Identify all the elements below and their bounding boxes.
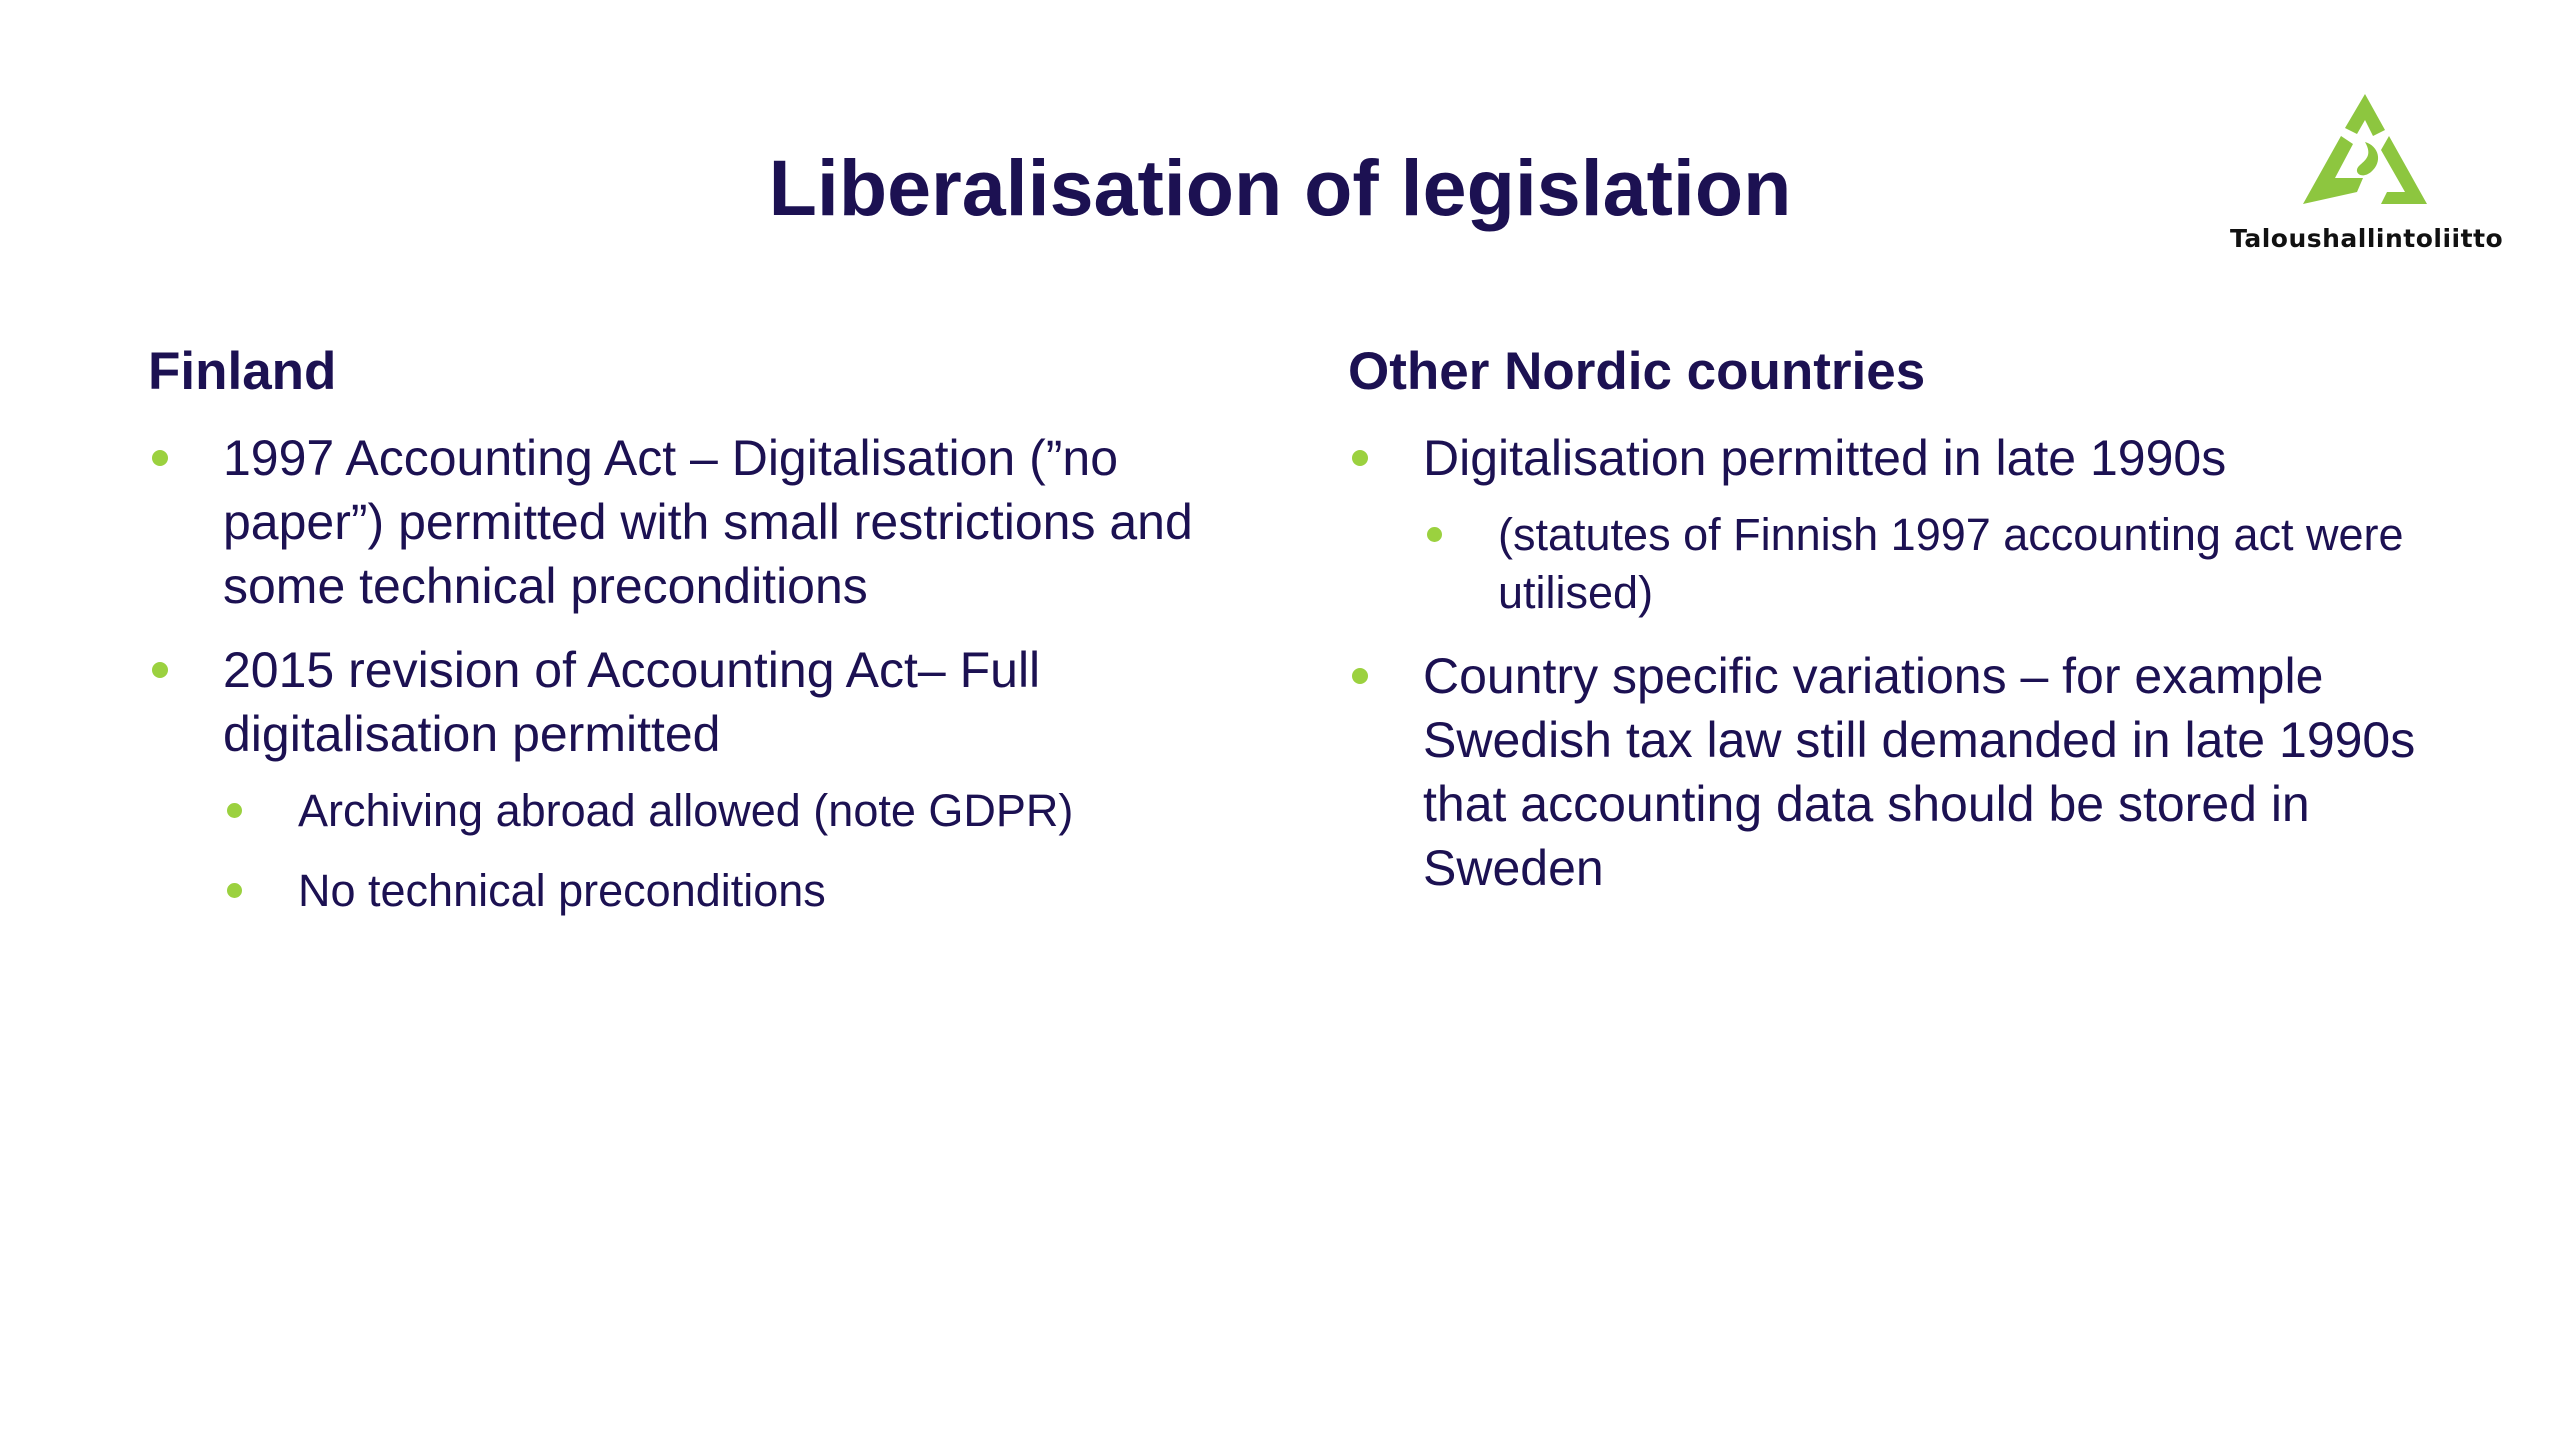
bullet-dot-icon xyxy=(152,450,168,466)
finland-bullet-list xyxy=(148,426,1248,920)
list-item-text: 2015 revision of Accounting Act– Full digitalisation permitted xyxy=(223,642,1041,762)
sub-list-item-text: No technical preconditions xyxy=(298,865,826,916)
finland-column xyxy=(148,340,1248,942)
sub-list-item xyxy=(1423,506,2448,622)
logo-wordmark: Taloushallintoliitto xyxy=(2230,224,2504,253)
sub-list-item xyxy=(223,862,1248,920)
list-item xyxy=(1348,644,2448,900)
nordic-column xyxy=(1348,340,2448,920)
bullet-dot-icon xyxy=(1352,450,1368,466)
bullet-dot-icon xyxy=(1427,527,1442,542)
bullet-dot-icon xyxy=(152,662,168,678)
bullet-dot-icon xyxy=(227,803,242,818)
list-item-text: 1997 Accounting Act – Digitalisation (”no paper”) permitted with small restrictions and some technical preconditions xyxy=(223,430,1193,614)
sub-list-item-text: (statutes of Finnish 1997 accounting act were utilised) xyxy=(1498,509,2404,618)
list-item-text: Country specific variations – for example Swedish tax law still demanded in late 1990s that accounting data should be stored in Sweden xyxy=(1423,648,2416,896)
list-item xyxy=(148,638,1248,920)
sub-bullet-list xyxy=(1423,506,2448,622)
bullet-dot-icon xyxy=(1352,668,1368,684)
sub-list-item-text: Archiving abroad allowed (note GDPR) xyxy=(298,785,1074,836)
nordic-heading: Other Nordic countries xyxy=(1348,342,1926,401)
taloushallintoliitto-logo xyxy=(2230,92,2504,253)
list-item xyxy=(148,426,1248,618)
list-item-text: Digitalisation permitted in late 1990s xyxy=(1423,430,2227,486)
slide-title: Liberalisation of legislation xyxy=(768,143,1792,232)
sub-list-item xyxy=(223,782,1248,840)
nordic-bullet-list xyxy=(1348,426,2448,900)
triangle-logo-icon xyxy=(2301,92,2429,210)
bullet-dot-icon xyxy=(227,883,242,898)
sub-bullet-list xyxy=(223,782,1248,920)
finland-heading: Finland xyxy=(148,342,337,401)
list-item xyxy=(1348,426,2448,622)
